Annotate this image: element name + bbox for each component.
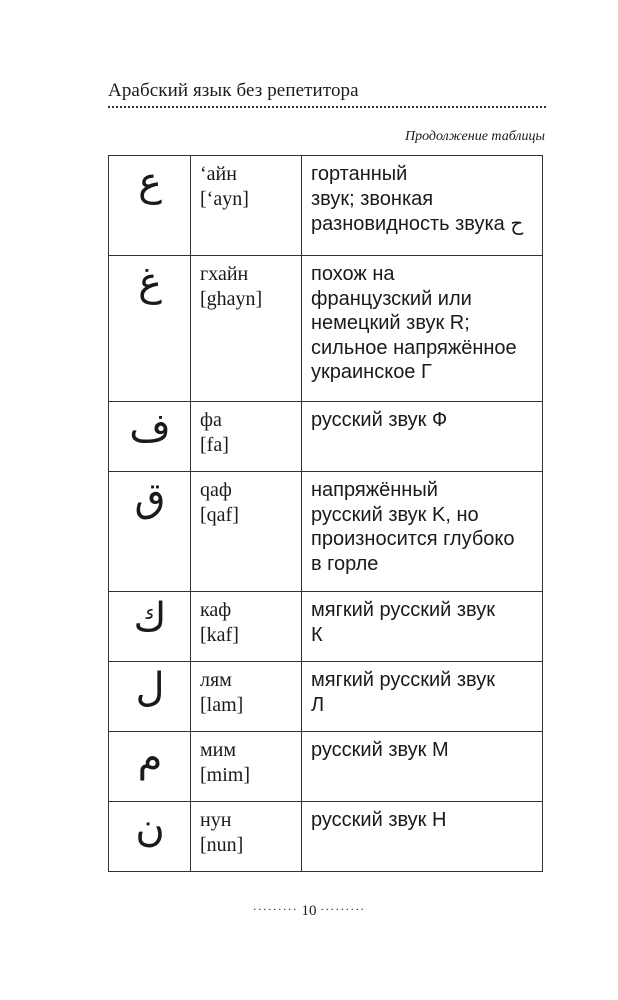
pronunciation-cell	[302, 732, 543, 802]
table-row	[109, 802, 543, 872]
arabic-letter-cell	[109, 732, 191, 802]
arabic-letter: غ	[138, 259, 162, 305]
table-row	[109, 592, 543, 662]
arabic-letter: ل	[135, 665, 165, 711]
letter-transliteration: [mim]	[200, 764, 250, 786]
pronunciation-text: мягкий русский звук К	[311, 599, 495, 646]
arabic-letter-cell	[109, 156, 191, 256]
arabic-letter-cell	[109, 592, 191, 662]
arabic-letter: ك	[133, 595, 167, 641]
footer-dots-right: ·········	[320, 902, 366, 916]
pronunciation-cell	[302, 592, 543, 662]
pronunciation-cell	[302, 402, 543, 472]
page-number: 10	[301, 903, 317, 919]
table-row	[109, 156, 543, 256]
table-row	[109, 256, 543, 402]
table-row	[109, 402, 543, 472]
table-row	[109, 472, 543, 592]
letter-name-cell	[191, 802, 302, 872]
pronunciation-text: русский звук Ф	[311, 409, 448, 431]
pronunciation-cell	[302, 662, 543, 732]
letter-name-cell	[191, 472, 302, 592]
letter-transliteration: [qaf]	[200, 504, 239, 526]
letter-transliteration: [kaf]	[200, 624, 239, 646]
footer-dots-left: ·········	[252, 902, 298, 916]
table-continuation-note: Продолжение таблицы	[404, 129, 545, 144]
arabic-letter-cell	[109, 256, 191, 402]
running-head: Арабский язык без репетитора	[108, 80, 359, 101]
letter-name-cell	[191, 402, 302, 472]
pronunciation-text: русский звук Н	[311, 809, 447, 831]
pronunciation-cell	[302, 472, 543, 592]
table-row	[109, 662, 543, 732]
pronunciation-cell	[302, 156, 543, 256]
letter-name: лям	[200, 669, 232, 691]
letter-name-cell	[191, 156, 302, 256]
page-footer	[0, 902, 618, 920]
letter-transliteration: [fa]	[200, 434, 229, 456]
letter-name: qаф	[200, 479, 232, 501]
table-row	[109, 732, 543, 802]
letter-name: ‘айн	[200, 163, 237, 185]
pronunciation-text: русский звук М	[311, 739, 449, 761]
arabic-letter: ع	[138, 159, 162, 205]
alphabet-table	[108, 155, 543, 872]
arabic-letter-cell	[109, 802, 191, 872]
arabic-letter: ف	[129, 405, 171, 451]
letter-transliteration: [‘ayn]	[200, 188, 249, 210]
arabic-letter-cell	[109, 402, 191, 472]
pronunciation-text: похож на французский или немецкий звук R; сильное напряжённое украинское Г	[311, 263, 517, 383]
arabic-letter-cell	[109, 472, 191, 592]
letter-name: гхайн	[200, 263, 249, 285]
arabic-letter: ق	[134, 475, 166, 521]
letter-name: фа	[200, 409, 222, 431]
letter-name: каф	[200, 599, 232, 621]
reference-arabic-letter: ح	[510, 211, 524, 235]
letter-name-cell	[191, 256, 302, 402]
header-divider	[108, 106, 546, 108]
pronunciation-text: гортанный звук; звонкая разновидность звука	[311, 163, 505, 235]
arabic-letter: ن	[135, 805, 165, 851]
letter-name-cell	[191, 592, 302, 662]
letter-transliteration: [lam]	[200, 694, 244, 716]
letter-name-cell	[191, 732, 302, 802]
pronunciation-text: мягкий русский звук Л	[311, 669, 495, 716]
letter-name: нун	[200, 809, 232, 831]
letter-name-cell	[191, 662, 302, 732]
letter-name: мим	[200, 739, 237, 761]
letter-transliteration: [ghayn]	[200, 288, 263, 310]
pronunciation-text: напряжённый русский звук K, но произносится глубоко в горле	[311, 479, 515, 575]
letter-transliteration: [nun]	[200, 834, 244, 856]
arabic-letter-cell	[109, 662, 191, 732]
arabic-letter: م	[137, 735, 163, 781]
pronunciation-cell	[302, 256, 543, 402]
pronunciation-cell	[302, 802, 543, 872]
